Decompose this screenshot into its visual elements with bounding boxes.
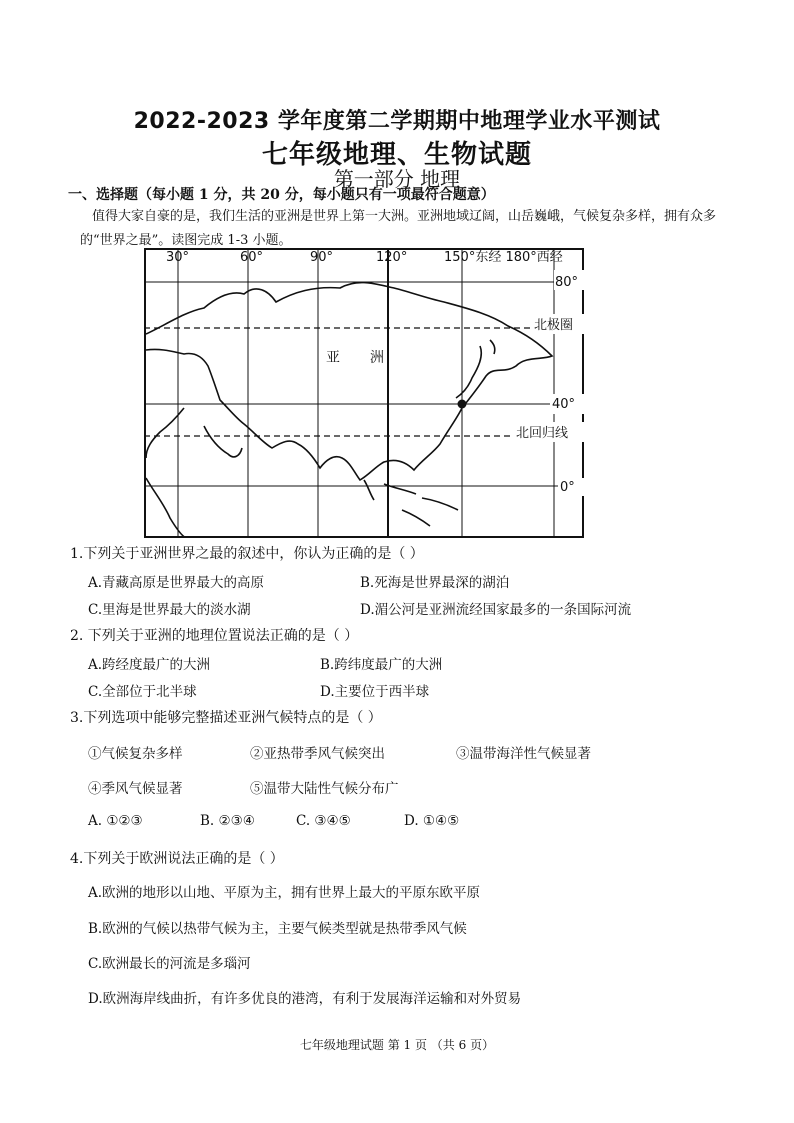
map-label-120: 120° [376, 250, 408, 265]
q3-statement-1: ①气候复杂多样 [88, 746, 183, 762]
q1-option-d[interactable]: D.湄公河是亚洲流经国家最多的一条国际河流 [360, 602, 632, 618]
section-heading: 一、选择题（每小题 1 分，共 20 分，每小题只有一项最符合题意） [68, 187, 495, 203]
q2-option-d[interactable]: D.主要位于西半球 [320, 684, 430, 700]
question-2-stem: 2. 下列关于亚洲的地理位置说法正确的是（ ） [70, 628, 359, 644]
asia-map [144, 248, 584, 538]
q3-option-c[interactable]: C. ③④⑤ [296, 813, 351, 829]
map-label-40: 40° [552, 397, 576, 412]
question-3-stem: 3.下列选项中能够完整描述亚洲气候特点的是（ ） [70, 710, 382, 726]
q3-statement-2: ②亚热带季风气候突出 [250, 746, 385, 762]
q4-option-d[interactable]: D.欧洲海岸线曲折，有许多优良的港湾，有利于发展海洋运输和对外贸易 [88, 991, 522, 1007]
q1-option-c[interactable]: C.里海是世界最大的淡水湖 [88, 602, 251, 618]
q3-statement-3: ③温带海洋性气候显著 [456, 746, 591, 762]
q2-option-b[interactable]: B.跨纬度最广的大洲 [320, 657, 443, 673]
q2-option-a[interactable]: A.跨经度最广的大洲 [88, 657, 211, 673]
q1-option-b[interactable]: B.死海是世界最深的湖泊 [360, 575, 510, 591]
q3-option-a[interactable]: A. ①②③ [88, 813, 143, 829]
q3-statement-5: ⑤温带大陆性气候分布广 [250, 781, 399, 797]
map-marker-point [458, 400, 467, 409]
q1-option-a[interactable]: A.青藏高原是世界最大的高原 [88, 575, 265, 591]
map-label-tropic-of-cancer: 北回归线 [516, 426, 569, 441]
q4-option-a[interactable]: A.欧洲的地形以山地、平原为主，拥有世界上最大的平原东欧平原 [88, 885, 481, 901]
map-label-150-180: 150°东经 180°西经 [444, 250, 563, 265]
map-label-30: 30° [166, 250, 190, 265]
map-frame [145, 249, 583, 537]
exam-subtitle: 七年级地理、生物试题 [261, 140, 532, 170]
q3-option-d[interactable]: D. ①④⑤ [404, 813, 460, 829]
map-label-60: 60° [240, 250, 264, 265]
question-4-stem: 4.下列关于欧洲说法正确的是（ ） [70, 851, 284, 867]
q2-option-c[interactable]: C.全部位于北半球 [88, 684, 197, 700]
map-label-80: 80° [555, 275, 579, 290]
intro-paragraph: 值得大家自豪的是，我们生活的亚洲是世界上第一大洲。亚洲地域辽阔，山岳巍峨，气候复杂多样，拥有众多的“世界之最”。读图完成 1-3 小题。 [80, 209, 717, 248]
map-label-ya: 亚 [326, 350, 340, 366]
map-label-zhou: 洲 [370, 350, 384, 366]
map-label-arctic-circle: 北极圈 [534, 318, 574, 333]
q4-option-b[interactable]: B.欧洲的气候以热带气候为主，主要气候类型就是热带季风气候 [88, 921, 467, 937]
q3-statement-4: ④季风气候显著 [88, 781, 183, 797]
question-1-stem: 1.下列关于亚洲世界之最的叙述中，你认为正确的是（ ） [70, 546, 424, 562]
q4-option-c[interactable]: C.欧洲最长的河流是多瑙河 [88, 956, 251, 972]
map-label-equator: 0° [560, 480, 575, 495]
page-footer: 七年级地理试题 第 1 页 （共 6 页） [299, 1038, 495, 1052]
q3-option-b[interactable]: B. ②③④ [200, 813, 255, 829]
exam-title: 2022-2023 学年度第二学期期中地理学业水平测试 [133, 109, 661, 134]
map-label-90: 90° [310, 250, 334, 265]
part-title: 第一部分 地理 [333, 167, 461, 191]
